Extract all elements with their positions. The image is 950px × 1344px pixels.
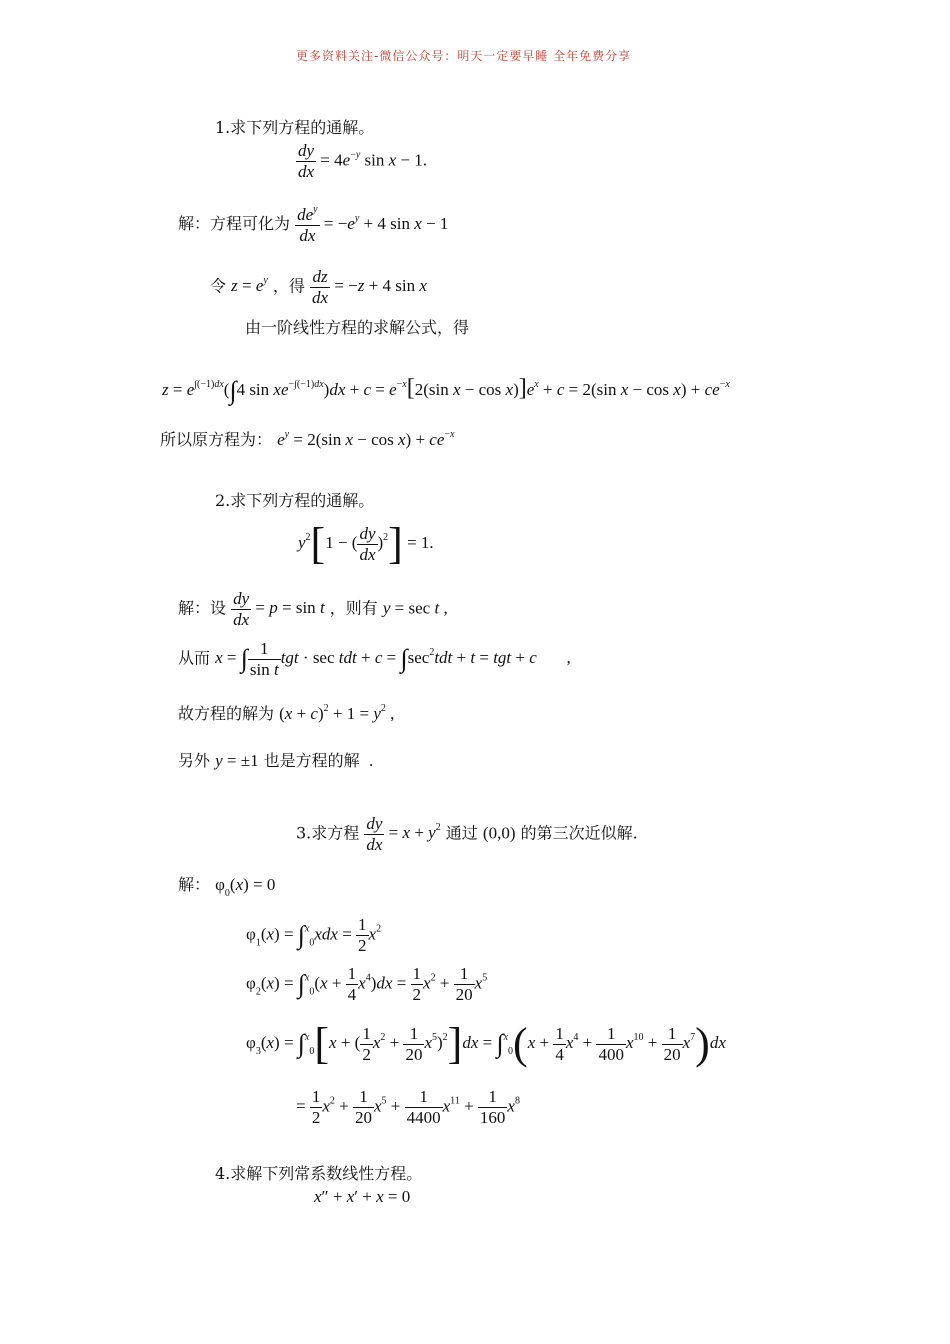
- p1-step-2: 令 $z = e^y$ ，得 $\frac{dz}{dx}$ = −z + 4 sin x: [210, 267, 427, 307]
- p3-title-post: 的第三次近似解.: [520, 823, 638, 843]
- p1-solution-label: 解：方程可化为: [178, 213, 291, 233]
- p1-step-1: 解：方程可化为 $\frac{de^y}{dx}$ = $-e^y + 4$ sin x − 1: [178, 204, 449, 245]
- p2-also-tail: 也是方程的解: [263, 751, 360, 770]
- header-banner: 更多资料关注-微信公众号：明天一定要早睡 全年免费分享: [296, 49, 632, 63]
- problem-2-equation: $y^2[1$ − ( $\frac{dy}{dx}$ )$^2$] = 1.: [298, 519, 434, 568]
- problem-3-title: 3.求方程 $\frac{dy}{dx}$ = $x + y^2$ 通过 (0,0) 的第三次近似解.: [296, 814, 638, 854]
- problem-4-title: 4.求解下列常系数线性方程。: [215, 1164, 423, 1183]
- p1-formula: $z = e^{\int(-1)dx}(\int 4$ $\sin xe^{-\int(-1)dx})dx + c = e^{-x}[2(\sin$ $x - \cos x)]e^x + c = 2(\sin$ $x - \cos x) + ce^{-x}$: [162, 375, 730, 405]
- p3-phi-2: $\varphi_2(x) = \int^x_0(x$ + $\frac{1}{4}$ $x^4)dx$ = $\frac{1}{2}$ $x^2$ + $\frac{1}{20}$ $x^5$: [246, 964, 488, 1004]
- p3-phi-1: $\varphi_1(x) = \int^x_0xdx$ = $\frac{1}{2}$ $x^2$: [246, 915, 382, 955]
- p3-solution-label: 解：: [178, 875, 211, 894]
- p1-final: 所以原方程为： $e^y = 2(\sin$ $x - \cos x) + ce^{-x}$: [160, 429, 455, 449]
- p2-step-4: 另外 y = ±1 也是方程的解 .: [178, 751, 374, 770]
- p2-solution-label: 解：设: [178, 598, 227, 618]
- problem-4-equation: x″ + x′ + x = 0: [314, 1187, 411, 1206]
- problem-1-equation: $\frac{dy}{dx}$ = $4e^{-y}$ sin x − 1.: [298, 141, 428, 181]
- p3-title-mid: 通过: [445, 823, 478, 843]
- p3-step-0: 解： $\varphi_0(x) = 0$: [178, 875, 276, 899]
- problem-2-title: 2.求下列方程的通解。: [215, 491, 375, 510]
- p1-final-label: 所以原方程为：: [160, 430, 273, 449]
- p1-let-label: 令: [210, 276, 227, 296]
- problem-1-title: 1.求下列方程的通解。: [215, 118, 375, 137]
- p2-sol-is-label: 故方程的解为: [178, 704, 275, 723]
- p2-then-label: ，则有: [329, 598, 378, 618]
- p2-also-label: 另外: [178, 751, 211, 770]
- p3-phi-3: $\varphi_3(x) = \int^x_0[x$ + ( $\frac{1}{2}$ $x^2$ + $\frac{1}{20}$ $x^5)^2]dx = \int^x_0(x$ + $\frac{1}{4}$ $x^4$ + $\frac{1}{400}$ $x^{10}$ + $\frac{1}{20}$ $x^7)dx$: [246, 1019, 726, 1068]
- p3-title-pre: 3.求方程: [296, 823, 360, 843]
- p1-comma-de: ，得: [272, 276, 305, 296]
- p2-step-3: 故方程的解为 $(x + c)^2 + 1 = y^2$ ,: [178, 703, 395, 723]
- p3-phi-3-result: = $\frac{1}{2}$ $x^2$ + $\frac{1}{20}$ $x^5$ + $\frac{1}{4400}$ $x^{11}$ + $\frac{1}{160}$ $x^8$: [296, 1087, 520, 1127]
- p2-from-label: 从而: [178, 648, 211, 668]
- p1-method-text: 由一阶线性方程的求解公式，得: [245, 318, 470, 337]
- p2-step-1: 解：设 $\frac{dy}{dx}$ = p = sin t ，则有 y = sec t ,: [178, 589, 448, 629]
- p2-step-2: 从而 x = ∫ $\frac{1}{\text{sin t}}$ tgt · sec tdt + $c = \int\sec^2tdt + t$ = tgt + c ,: [178, 639, 571, 679]
